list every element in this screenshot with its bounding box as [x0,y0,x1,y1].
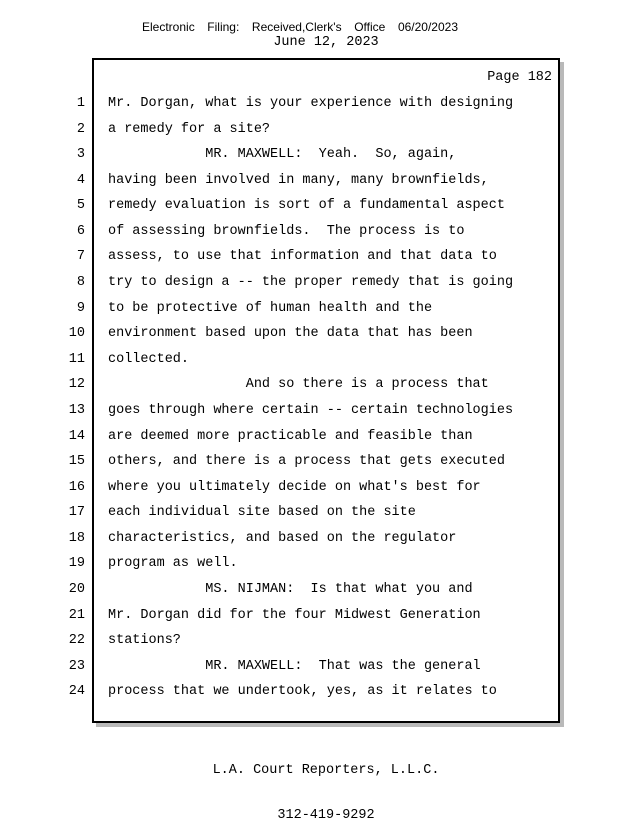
page-number-label: Page 182 [487,70,552,85]
line-number: 3 [76,147,85,163]
transcript-body [0,91,618,705]
line-text: remedy evaluation is sort of a fundamental aspect [108,198,505,214]
transcript-line [0,603,618,629]
line-number: 21 [68,607,85,623]
line-text: assess, to use that information and that data to [108,249,497,265]
transcript-line [0,500,618,526]
transcript-line [0,270,618,296]
line-number: 18 [68,530,85,546]
transcript-line [0,117,618,143]
transcript-line [0,475,618,501]
efiling-stamp: Electronic Filing: Received,Clerk's Office 06/20/2023 [142,20,458,34]
line-text: MS. NIJMAN: Is that what you and [108,581,473,597]
line-text: Mr. Dorgan, what is your experience with designing [108,96,514,111]
line-text: try to design a -- the proper remedy that is going [108,275,514,291]
line-number: 11 [68,351,85,367]
line-text: MR. MAXWELL: That was the general [108,658,481,674]
line-number: 1 [76,96,85,111]
transcript-line [0,628,618,654]
line-number: 14 [68,428,85,444]
line-number: 4 [76,172,85,188]
line-number: 9 [76,300,85,316]
transcript-line [0,577,618,603]
line-text: MR. MAXWELL: Yeah. So, again, [108,147,457,163]
reporter-company: L.A. Court Reporters, L.L.C. [212,763,440,778]
line-text: goes through where certain -- certain technologies [108,402,514,418]
transcript-line [0,142,618,168]
line-text: process that we undertook, yes, as it relates to [108,684,497,700]
line-number: 20 [68,581,85,597]
line-text: others, and there is a process that gets executed [108,454,505,470]
reporter-footer [92,733,560,838]
transcript-line [0,679,618,705]
line-number: 16 [68,479,85,495]
line-number: 24 [68,684,85,700]
line-text: collected. [108,351,190,367]
line-number: 19 [68,556,85,572]
line-number: 22 [68,633,85,649]
line-number: 2 [76,121,85,137]
transcript-line [0,424,618,450]
line-text: stations? [108,633,181,649]
line-text: And so there is a process that [108,377,489,393]
line-text: each individual site based on the site [108,505,416,521]
transcript-line [0,168,618,194]
line-number: 13 [68,402,85,418]
line-text: to be protective of human health and the [108,300,433,316]
line-number: 8 [76,275,85,291]
transcript-line [0,347,618,373]
line-number: 10 [68,326,85,342]
line-text: characteristics, and based on the regulator [108,530,457,546]
transcript-line [0,193,618,219]
transcript-line [0,244,618,270]
line-text: environment based upon the data that has been [108,326,473,342]
transcript-line [0,91,618,117]
transcript-line [0,296,618,322]
transcript-line [0,321,618,347]
transcript-line [0,654,618,680]
line-text: Mr. Dorgan did for the four Midwest Generation [108,607,481,623]
deposition-date: June 12, 2023 [273,35,379,50]
line-text: where you ultimately decide on what's best for [108,479,481,495]
line-number: 23 [68,658,85,674]
line-number: 5 [76,198,85,214]
line-number: 12 [68,377,85,393]
transcript-line [0,551,618,577]
line-number: 6 [76,223,85,239]
transcript-line [0,219,618,245]
line-text: of assessing brownfields. The process is to [108,223,465,239]
line-text: program as well. [108,556,238,572]
line-number: 15 [68,454,85,470]
line-text: are deemed more practicable and feasible than [108,428,473,444]
reporter-phone: 312-419-9292 [277,808,375,823]
line-number: 7 [76,249,85,265]
transcript-line [0,449,618,475]
line-text: having been involved in many, many brownfields, [108,172,489,188]
transcript-line [0,526,618,552]
line-text: a remedy for a site? [108,121,271,137]
line-number: 17 [68,505,85,521]
transcript-line [0,372,618,398]
transcript-line [0,398,618,424]
